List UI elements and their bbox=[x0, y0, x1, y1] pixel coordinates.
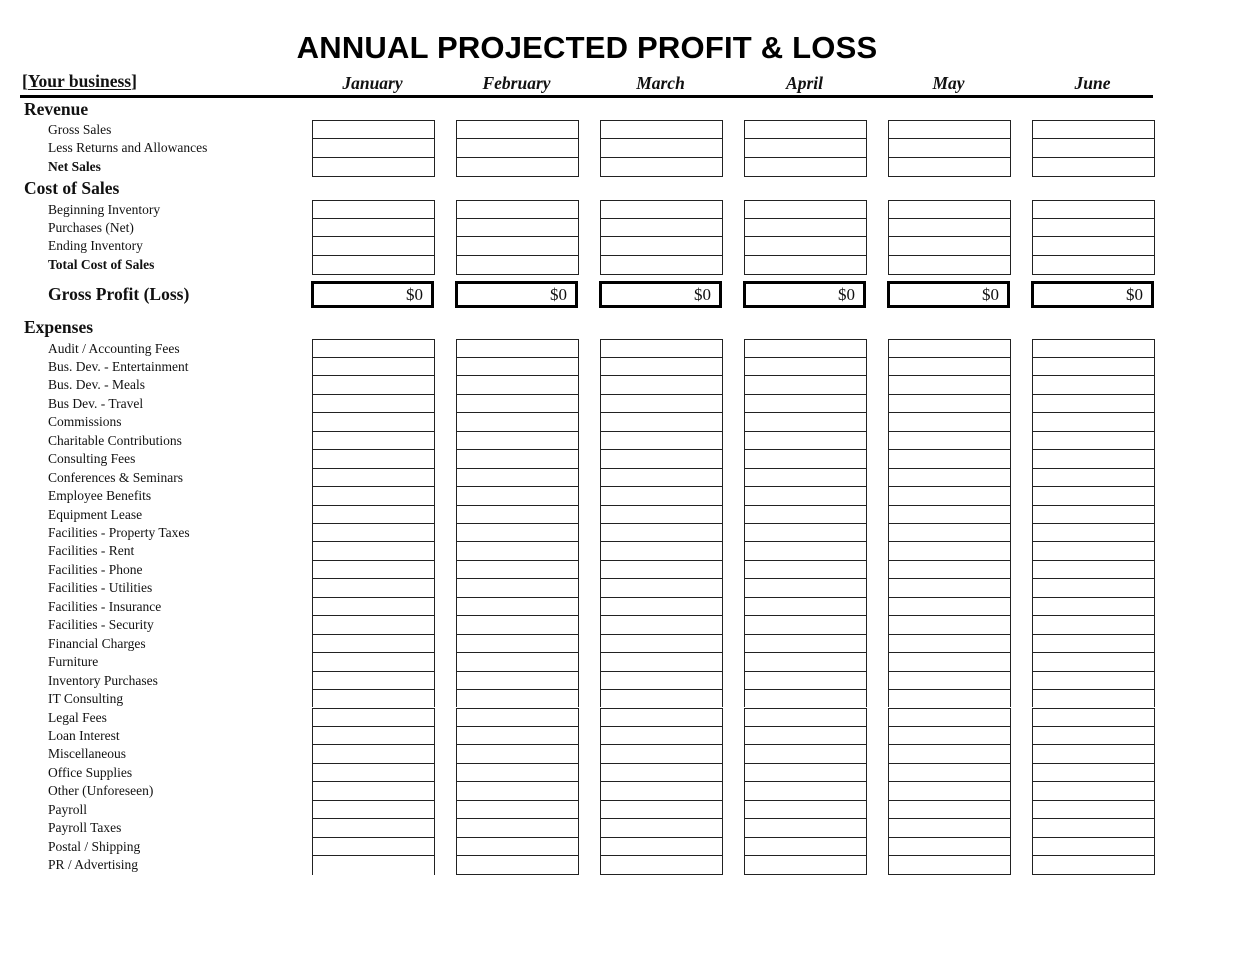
cell-furniture-may[interactable] bbox=[888, 652, 1011, 670]
cell-employee-benefits-march[interactable] bbox=[600, 486, 723, 504]
cell-net-sales-may[interactable] bbox=[888, 157, 1011, 177]
row-label-financial-charges: Financial Charges bbox=[48, 635, 146, 651]
cell-conferences-seminars-april[interactable] bbox=[744, 468, 867, 486]
cell-facilities-property-taxes-may[interactable] bbox=[888, 523, 1011, 541]
gross-profit-april: $0 bbox=[743, 281, 866, 308]
cell-net-sales-march[interactable] bbox=[600, 157, 723, 177]
cell-consulting-fees-february[interactable] bbox=[456, 449, 579, 467]
cell-total-cost-of-sales-february[interactable] bbox=[456, 255, 579, 275]
row-label-charitable-contributions: Charitable Contributions bbox=[48, 432, 182, 448]
cell-less-returns-and-allowances-june[interactable] bbox=[1032, 138, 1155, 156]
row-label-facilities-insurance: Facilities - Insurance bbox=[48, 598, 162, 614]
cell-office-supplies-april[interactable] bbox=[744, 763, 867, 781]
cell-facilities-insurance-january[interactable] bbox=[312, 597, 435, 615]
cell-payroll-taxes-february[interactable] bbox=[456, 818, 579, 836]
cell-postal-shipping-january[interactable] bbox=[312, 837, 435, 855]
row-label-other-unforeseen: Other (Unforeseen) bbox=[48, 783, 154, 799]
cell-inventory-purchases-february[interactable] bbox=[456, 671, 579, 689]
section-heading-cost-of-sales: Cost of Sales bbox=[24, 178, 120, 198]
row-label-miscellaneous: Miscellaneous bbox=[48, 746, 126, 762]
cell-less-returns-and-allowances-may[interactable] bbox=[888, 138, 1011, 156]
cell-payroll-taxes-may[interactable] bbox=[888, 818, 1011, 836]
cell-miscellaneous-january[interactable] bbox=[312, 744, 435, 762]
cell-conferences-seminars-february[interactable] bbox=[456, 468, 579, 486]
month-header-february: February bbox=[482, 73, 551, 93]
cell-payroll-april[interactable] bbox=[744, 800, 867, 818]
cell-facilities-phone-june[interactable] bbox=[1032, 560, 1155, 578]
row-label-loan-interest: Loan Interest bbox=[48, 727, 120, 743]
month-header-april: April bbox=[786, 73, 823, 93]
cell-facilities-security-march[interactable] bbox=[600, 615, 723, 633]
month-header-january: January bbox=[342, 73, 403, 93]
cell-miscellaneous-march[interactable] bbox=[600, 744, 723, 762]
cell-financial-charges-february[interactable] bbox=[456, 634, 579, 652]
cell-office-supplies-january[interactable] bbox=[312, 763, 435, 781]
row-label-less-returns-and-allowances: Less Returns and Allowances bbox=[48, 140, 208, 156]
cell-consulting-fees-april[interactable] bbox=[744, 449, 867, 467]
cell-miscellaneous-may[interactable] bbox=[888, 744, 1011, 762]
cell-postal-shipping-april[interactable] bbox=[744, 837, 867, 855]
cell-total-cost-of-sales-may[interactable] bbox=[888, 255, 1011, 275]
row-label-consulting-fees: Consulting Fees bbox=[48, 451, 136, 467]
row-label-facilities-phone: Facilities - Phone bbox=[48, 561, 143, 577]
header-divider bbox=[20, 95, 1153, 98]
cell-purchases-net-march[interactable] bbox=[600, 218, 723, 236]
cell-payroll-taxes-march[interactable] bbox=[600, 818, 723, 836]
cell-other-unforeseen-march[interactable] bbox=[600, 781, 723, 799]
row-label-employee-benefits: Employee Benefits bbox=[48, 488, 152, 504]
cell-pr-advertising-may[interactable] bbox=[888, 855, 1011, 875]
cell-facilities-property-taxes-january[interactable] bbox=[312, 523, 435, 541]
cell-postal-shipping-may[interactable] bbox=[888, 837, 1011, 855]
cell-payroll-taxes-june[interactable] bbox=[1032, 818, 1155, 836]
cell-facilities-rent-january[interactable] bbox=[312, 541, 435, 559]
cell-facilities-property-taxes-june[interactable] bbox=[1032, 523, 1155, 541]
cell-legal-fees-april[interactable] bbox=[744, 708, 867, 726]
cell-loan-interest-may[interactable] bbox=[888, 726, 1011, 744]
row-label-legal-fees: Legal Fees bbox=[48, 709, 107, 725]
cell-facilities-rent-june[interactable] bbox=[1032, 541, 1155, 559]
cell-ending-inventory-april[interactable] bbox=[744, 236, 867, 254]
cell-facilities-security-january[interactable] bbox=[312, 615, 435, 633]
cell-charitable-contributions-january[interactable] bbox=[312, 431, 435, 449]
cell-charitable-contributions-march[interactable] bbox=[600, 431, 723, 449]
cell-legal-fees-february[interactable] bbox=[456, 708, 579, 726]
cell-facilities-insurance-june[interactable] bbox=[1032, 597, 1155, 615]
row-label-audit-accounting-fees: Audit / Accounting Fees bbox=[48, 340, 180, 356]
cell-pr-advertising-april[interactable] bbox=[744, 855, 867, 875]
cell-bus-dev-meals-may[interactable] bbox=[888, 375, 1011, 393]
cell-facilities-security-april[interactable] bbox=[744, 615, 867, 633]
cell-net-sales-january[interactable] bbox=[312, 157, 435, 177]
section-heading-expenses: Expenses bbox=[24, 317, 94, 337]
cell-furniture-april[interactable] bbox=[744, 652, 867, 670]
cell-financial-charges-may[interactable] bbox=[888, 634, 1011, 652]
cell-facilities-security-may[interactable] bbox=[888, 615, 1011, 633]
month-header-june: June bbox=[1074, 73, 1111, 93]
cell-it-consulting-march[interactable] bbox=[600, 689, 723, 707]
business-name[interactable] bbox=[22, 71, 137, 92]
cell-other-unforeseen-january[interactable] bbox=[312, 781, 435, 799]
cell-purchases-net-april[interactable] bbox=[744, 218, 867, 236]
cell-conferences-seminars-may[interactable] bbox=[888, 468, 1011, 486]
cell-inventory-purchases-march[interactable] bbox=[600, 671, 723, 689]
row-label-facilities-property-taxes: Facilities - Property Taxes bbox=[48, 525, 190, 540]
cell-gross-sales-june[interactable] bbox=[1032, 120, 1155, 138]
row-label-payroll-taxes: Payroll Taxes bbox=[48, 820, 122, 836]
cell-equipment-lease-january[interactable] bbox=[312, 505, 435, 523]
bracket-close: ] bbox=[131, 71, 137, 91]
cell-other-unforeseen-june[interactable] bbox=[1032, 781, 1155, 799]
row-label-commissions: Commissions bbox=[48, 414, 122, 430]
cell-facilities-insurance-may[interactable] bbox=[888, 597, 1011, 615]
cell-ending-inventory-february[interactable] bbox=[456, 236, 579, 254]
cell-facilities-security-february[interactable] bbox=[456, 615, 579, 633]
cell-payroll-taxes-april[interactable] bbox=[744, 818, 867, 836]
row-label-conferences-seminars: Conferences & Seminars bbox=[48, 469, 183, 485]
cell-facilities-utilities-january[interactable] bbox=[312, 578, 435, 596]
cell-less-returns-and-allowances-january[interactable] bbox=[312, 138, 435, 156]
row-label-office-supplies: Office Supplies bbox=[48, 764, 133, 780]
cell-inventory-purchases-june[interactable] bbox=[1032, 671, 1155, 689]
gross-profit-january: $0 bbox=[311, 281, 434, 308]
cell-bus-dev-meals-june[interactable] bbox=[1032, 375, 1155, 393]
cell-audit-accounting-fees-january[interactable] bbox=[312, 339, 435, 357]
row-label-payroll: Payroll bbox=[48, 801, 87, 817]
cell-equipment-lease-may[interactable] bbox=[888, 505, 1011, 523]
cell-it-consulting-june[interactable] bbox=[1032, 689, 1155, 707]
cell-consulting-fees-march[interactable] bbox=[600, 449, 723, 467]
cell-bus-dev-travel-june[interactable] bbox=[1032, 394, 1155, 412]
cell-facilities-rent-february[interactable] bbox=[456, 541, 579, 559]
row-label-purchases-net: Purchases (Net) bbox=[48, 219, 134, 235]
cell-facilities-utilities-june[interactable] bbox=[1032, 578, 1155, 596]
cell-total-cost-of-sales-june[interactable] bbox=[1032, 255, 1155, 275]
cell-financial-charges-june[interactable] bbox=[1032, 634, 1155, 652]
cell-miscellaneous-april[interactable] bbox=[744, 744, 867, 762]
cell-facilities-utilities-march[interactable] bbox=[600, 578, 723, 596]
cell-facilities-rent-may[interactable] bbox=[888, 541, 1011, 559]
cell-loan-interest-april[interactable] bbox=[744, 726, 867, 744]
row-label-facilities-rent: Facilities - Rent bbox=[48, 543, 135, 559]
cell-facilities-phone-january[interactable] bbox=[312, 560, 435, 578]
cell-less-returns-and-allowances-march[interactable] bbox=[600, 138, 723, 156]
cell-loan-interest-june[interactable] bbox=[1032, 726, 1155, 744]
row-label-equipment-lease: Equipment Lease bbox=[48, 506, 143, 522]
cell-audit-accounting-fees-february[interactable] bbox=[456, 339, 579, 357]
cell-financial-charges-april[interactable] bbox=[744, 634, 867, 652]
cell-purchases-net-may[interactable] bbox=[888, 218, 1011, 236]
cell-bus-dev-meals-january[interactable] bbox=[312, 375, 435, 393]
row-label-total-cost-of-sales: Total Cost of Sales bbox=[48, 256, 155, 272]
gross-profit-february: $0 bbox=[455, 281, 578, 308]
cell-beginning-inventory-june[interactable] bbox=[1032, 200, 1155, 218]
cell-postal-shipping-march[interactable] bbox=[600, 837, 723, 855]
cell-payroll-may[interactable] bbox=[888, 800, 1011, 818]
cell-financial-charges-january[interactable] bbox=[312, 634, 435, 652]
cell-other-unforeseen-may[interactable] bbox=[888, 781, 1011, 799]
cell-employee-benefits-january[interactable] bbox=[312, 486, 435, 504]
cell-ending-inventory-june[interactable] bbox=[1032, 236, 1155, 254]
cell-net-sales-june[interactable] bbox=[1032, 157, 1155, 177]
row-label-bus-dev-meals: Bus. Dev. - Meals bbox=[48, 377, 145, 393]
cell-facilities-phone-march[interactable] bbox=[600, 560, 723, 578]
cell-legal-fees-january[interactable] bbox=[312, 708, 435, 726]
cell-it-consulting-april[interactable] bbox=[744, 689, 867, 707]
cell-loan-interest-february[interactable] bbox=[456, 726, 579, 744]
cell-beginning-inventory-february[interactable] bbox=[456, 200, 579, 218]
cell-purchases-net-february[interactable] bbox=[456, 218, 579, 236]
cell-facilities-property-taxes-april[interactable] bbox=[744, 523, 867, 541]
cell-office-supplies-may[interactable] bbox=[888, 763, 1011, 781]
cell-facilities-phone-may[interactable] bbox=[888, 560, 1011, 578]
cell-facilities-insurance-march[interactable] bbox=[600, 597, 723, 615]
cell-facilities-phone-april[interactable] bbox=[744, 560, 867, 578]
cell-employee-benefits-april[interactable] bbox=[744, 486, 867, 504]
cell-charitable-contributions-april[interactable] bbox=[744, 431, 867, 449]
cell-employee-benefits-june[interactable] bbox=[1032, 486, 1155, 504]
cell-legal-fees-june[interactable] bbox=[1032, 708, 1155, 726]
cell-charitable-contributions-may[interactable] bbox=[888, 431, 1011, 449]
cell-bus-dev-travel-march[interactable] bbox=[600, 394, 723, 412]
cell-facilities-rent-april[interactable] bbox=[744, 541, 867, 559]
cell-loan-interest-march[interactable] bbox=[600, 726, 723, 744]
cell-consulting-fees-january[interactable] bbox=[312, 449, 435, 467]
cell-conferences-seminars-january[interactable] bbox=[312, 468, 435, 486]
row-label-it-consulting: IT Consulting bbox=[48, 691, 124, 707]
cell-audit-accounting-fees-may[interactable] bbox=[888, 339, 1011, 357]
row-label-bus-dev-entertainment: Bus. Dev. - Entertainment bbox=[48, 358, 189, 374]
row-label-net-sales: Net Sales bbox=[48, 158, 101, 174]
cell-purchases-net-june[interactable] bbox=[1032, 218, 1155, 236]
cell-facilities-insurance-february[interactable] bbox=[456, 597, 579, 615]
cell-pr-advertising-march[interactable] bbox=[600, 855, 723, 875]
row-label-pr-advertising: PR / Advertising bbox=[48, 857, 139, 873]
cell-bus-dev-meals-april[interactable] bbox=[744, 375, 867, 393]
cell-payroll-february[interactable] bbox=[456, 800, 579, 818]
row-label-beginning-inventory: Beginning Inventory bbox=[48, 201, 161, 217]
gross-profit-june: $0 bbox=[1031, 281, 1154, 308]
cell-postal-shipping-june[interactable] bbox=[1032, 837, 1155, 855]
cell-facilities-utilities-february[interactable] bbox=[456, 578, 579, 596]
cell-bus-dev-travel-february[interactable] bbox=[456, 394, 579, 412]
cell-it-consulting-february[interactable] bbox=[456, 689, 579, 707]
cell-bus-dev-meals-february[interactable] bbox=[456, 375, 579, 393]
cell-beginning-inventory-may[interactable] bbox=[888, 200, 1011, 218]
cell-commissions-may[interactable] bbox=[888, 412, 1011, 430]
row-label-furniture: Furniture bbox=[48, 654, 99, 670]
cell-ending-inventory-may[interactable] bbox=[888, 236, 1011, 254]
gross-profit-label: Gross Profit (Loss) bbox=[48, 284, 190, 304]
cell-office-supplies-june[interactable] bbox=[1032, 763, 1155, 781]
cell-conferences-seminars-march[interactable] bbox=[600, 468, 723, 486]
row-label-ending-inventory: Ending Inventory bbox=[48, 238, 143, 254]
cell-conferences-seminars-june[interactable] bbox=[1032, 468, 1155, 486]
cell-inventory-purchases-april[interactable] bbox=[744, 671, 867, 689]
cell-facilities-utilities-may[interactable] bbox=[888, 578, 1011, 596]
cell-commissions-january[interactable] bbox=[312, 412, 435, 430]
cell-charitable-contributions-june[interactable] bbox=[1032, 431, 1155, 449]
cell-less-returns-and-allowances-april[interactable] bbox=[744, 138, 867, 156]
section-heading-revenue: Revenue bbox=[24, 99, 89, 119]
cell-other-unforeseen-february[interactable] bbox=[456, 781, 579, 799]
cell-bus-dev-entertainment-june[interactable] bbox=[1032, 357, 1155, 375]
cell-it-consulting-january[interactable] bbox=[312, 689, 435, 707]
cell-payroll-march[interactable] bbox=[600, 800, 723, 818]
cell-payroll-taxes-january[interactable] bbox=[312, 818, 435, 836]
gross-profit-may: $0 bbox=[887, 281, 1010, 308]
cell-facilities-security-june[interactable] bbox=[1032, 615, 1155, 633]
cell-pr-advertising-february[interactable] bbox=[456, 855, 579, 875]
cell-financial-charges-march[interactable] bbox=[600, 634, 723, 652]
row-label-postal-shipping: Postal / Shipping bbox=[48, 838, 141, 854]
cell-less-returns-and-allowances-february[interactable] bbox=[456, 138, 579, 156]
cell-bus-dev-entertainment-april[interactable] bbox=[744, 357, 867, 375]
cell-ending-inventory-march[interactable] bbox=[600, 236, 723, 254]
cell-commissions-february[interactable] bbox=[456, 412, 579, 430]
cell-pr-advertising-june[interactable] bbox=[1032, 855, 1155, 875]
cell-bus-dev-meals-march[interactable] bbox=[600, 375, 723, 393]
cell-bus-dev-entertainment-january[interactable] bbox=[312, 357, 435, 375]
cell-legal-fees-march[interactable] bbox=[600, 708, 723, 726]
cell-miscellaneous-february[interactable] bbox=[456, 744, 579, 762]
cell-audit-accounting-fees-june[interactable] bbox=[1032, 339, 1155, 357]
cell-total-cost-of-sales-january[interactable] bbox=[312, 255, 435, 275]
cell-bus-dev-entertainment-may[interactable] bbox=[888, 357, 1011, 375]
cell-gross-sales-april[interactable] bbox=[744, 120, 867, 138]
cell-equipment-lease-april[interactable] bbox=[744, 505, 867, 523]
cell-pr-advertising-january[interactable] bbox=[312, 855, 435, 875]
cell-consulting-fees-june[interactable] bbox=[1032, 449, 1155, 467]
month-header-may: May bbox=[932, 73, 965, 93]
cell-other-unforeseen-april[interactable] bbox=[744, 781, 867, 799]
cell-facilities-property-taxes-march[interactable] bbox=[600, 523, 723, 541]
cell-gross-sales-february[interactable] bbox=[456, 120, 579, 138]
cell-gross-sales-march[interactable] bbox=[600, 120, 723, 138]
cell-commissions-june[interactable] bbox=[1032, 412, 1155, 430]
cell-net-sales-february[interactable] bbox=[456, 157, 579, 177]
cell-ending-inventory-january[interactable] bbox=[312, 236, 435, 254]
cell-audit-accounting-fees-april[interactable] bbox=[744, 339, 867, 357]
cell-gross-sales-may[interactable] bbox=[888, 120, 1011, 138]
cell-miscellaneous-june[interactable] bbox=[1032, 744, 1155, 762]
cell-equipment-lease-march[interactable] bbox=[600, 505, 723, 523]
cell-furniture-january[interactable] bbox=[312, 652, 435, 670]
cell-bus-dev-travel-january[interactable] bbox=[312, 394, 435, 412]
month-header-march: March bbox=[636, 73, 685, 93]
cell-postal-shipping-february[interactable] bbox=[456, 837, 579, 855]
cell-purchases-net-january[interactable] bbox=[312, 218, 435, 236]
cell-inventory-purchases-may[interactable] bbox=[888, 671, 1011, 689]
cell-facilities-phone-february[interactable] bbox=[456, 560, 579, 578]
cell-employee-benefits-february[interactable] bbox=[456, 486, 579, 504]
cell-facilities-utilities-april[interactable] bbox=[744, 578, 867, 596]
cell-consulting-fees-may[interactable] bbox=[888, 449, 1011, 467]
cell-furniture-june[interactable] bbox=[1032, 652, 1155, 670]
row-label-gross-sales: Gross Sales bbox=[48, 122, 112, 137]
cell-bus-dev-entertainment-february[interactable] bbox=[456, 357, 579, 375]
cell-net-sales-april[interactable] bbox=[744, 157, 867, 177]
cell-equipment-lease-june[interactable] bbox=[1032, 505, 1155, 523]
cell-commissions-march[interactable] bbox=[600, 412, 723, 430]
row-label-inventory-purchases: Inventory Purchases bbox=[48, 672, 158, 688]
cell-payroll-january[interactable] bbox=[312, 800, 435, 818]
business-name-text: Your business bbox=[27, 71, 132, 91]
cell-gross-sales-january[interactable] bbox=[312, 120, 435, 138]
cell-bus-dev-travel-may[interactable] bbox=[888, 394, 1011, 412]
cell-facilities-rent-march[interactable] bbox=[600, 541, 723, 559]
bracket-open: [ bbox=[22, 71, 28, 91]
cell-total-cost-of-sales-april[interactable] bbox=[744, 255, 867, 275]
cell-beginning-inventory-april[interactable] bbox=[744, 200, 867, 218]
cell-legal-fees-may[interactable] bbox=[888, 708, 1011, 726]
cell-bus-dev-travel-april[interactable] bbox=[744, 394, 867, 412]
cell-bus-dev-entertainment-march[interactable] bbox=[600, 357, 723, 375]
cell-employee-benefits-may[interactable] bbox=[888, 486, 1011, 504]
cell-furniture-february[interactable] bbox=[456, 652, 579, 670]
row-label-facilities-utilities: Facilities - Utilities bbox=[48, 580, 153, 596]
page-title: ANNUAL PROJECTED PROFIT & LOSS bbox=[296, 30, 878, 65]
cell-furniture-march[interactable] bbox=[600, 652, 723, 670]
gross-profit-march: $0 bbox=[599, 281, 722, 308]
cell-facilities-insurance-april[interactable] bbox=[744, 597, 867, 615]
cell-office-supplies-february[interactable] bbox=[456, 763, 579, 781]
cell-total-cost-of-sales-march[interactable] bbox=[600, 255, 723, 275]
cell-beginning-inventory-march[interactable] bbox=[600, 200, 723, 218]
cell-beginning-inventory-january[interactable] bbox=[312, 200, 435, 218]
cell-loan-interest-january[interactable] bbox=[312, 726, 435, 744]
cell-commissions-april[interactable] bbox=[744, 412, 867, 430]
cell-payroll-june[interactable] bbox=[1032, 800, 1155, 818]
cell-charitable-contributions-february[interactable] bbox=[456, 431, 579, 449]
row-label-facilities-security: Facilities - Security bbox=[48, 617, 154, 633]
cell-office-supplies-march[interactable] bbox=[600, 763, 723, 781]
cell-equipment-lease-february[interactable] bbox=[456, 505, 579, 523]
cell-audit-accounting-fees-march[interactable] bbox=[600, 339, 723, 357]
row-label-bus-dev-travel: Bus Dev. - Travel bbox=[48, 395, 144, 411]
cell-facilities-property-taxes-february[interactable] bbox=[456, 523, 579, 541]
cell-it-consulting-may[interactable] bbox=[888, 689, 1011, 707]
cell-inventory-purchases-january[interactable] bbox=[312, 671, 435, 689]
